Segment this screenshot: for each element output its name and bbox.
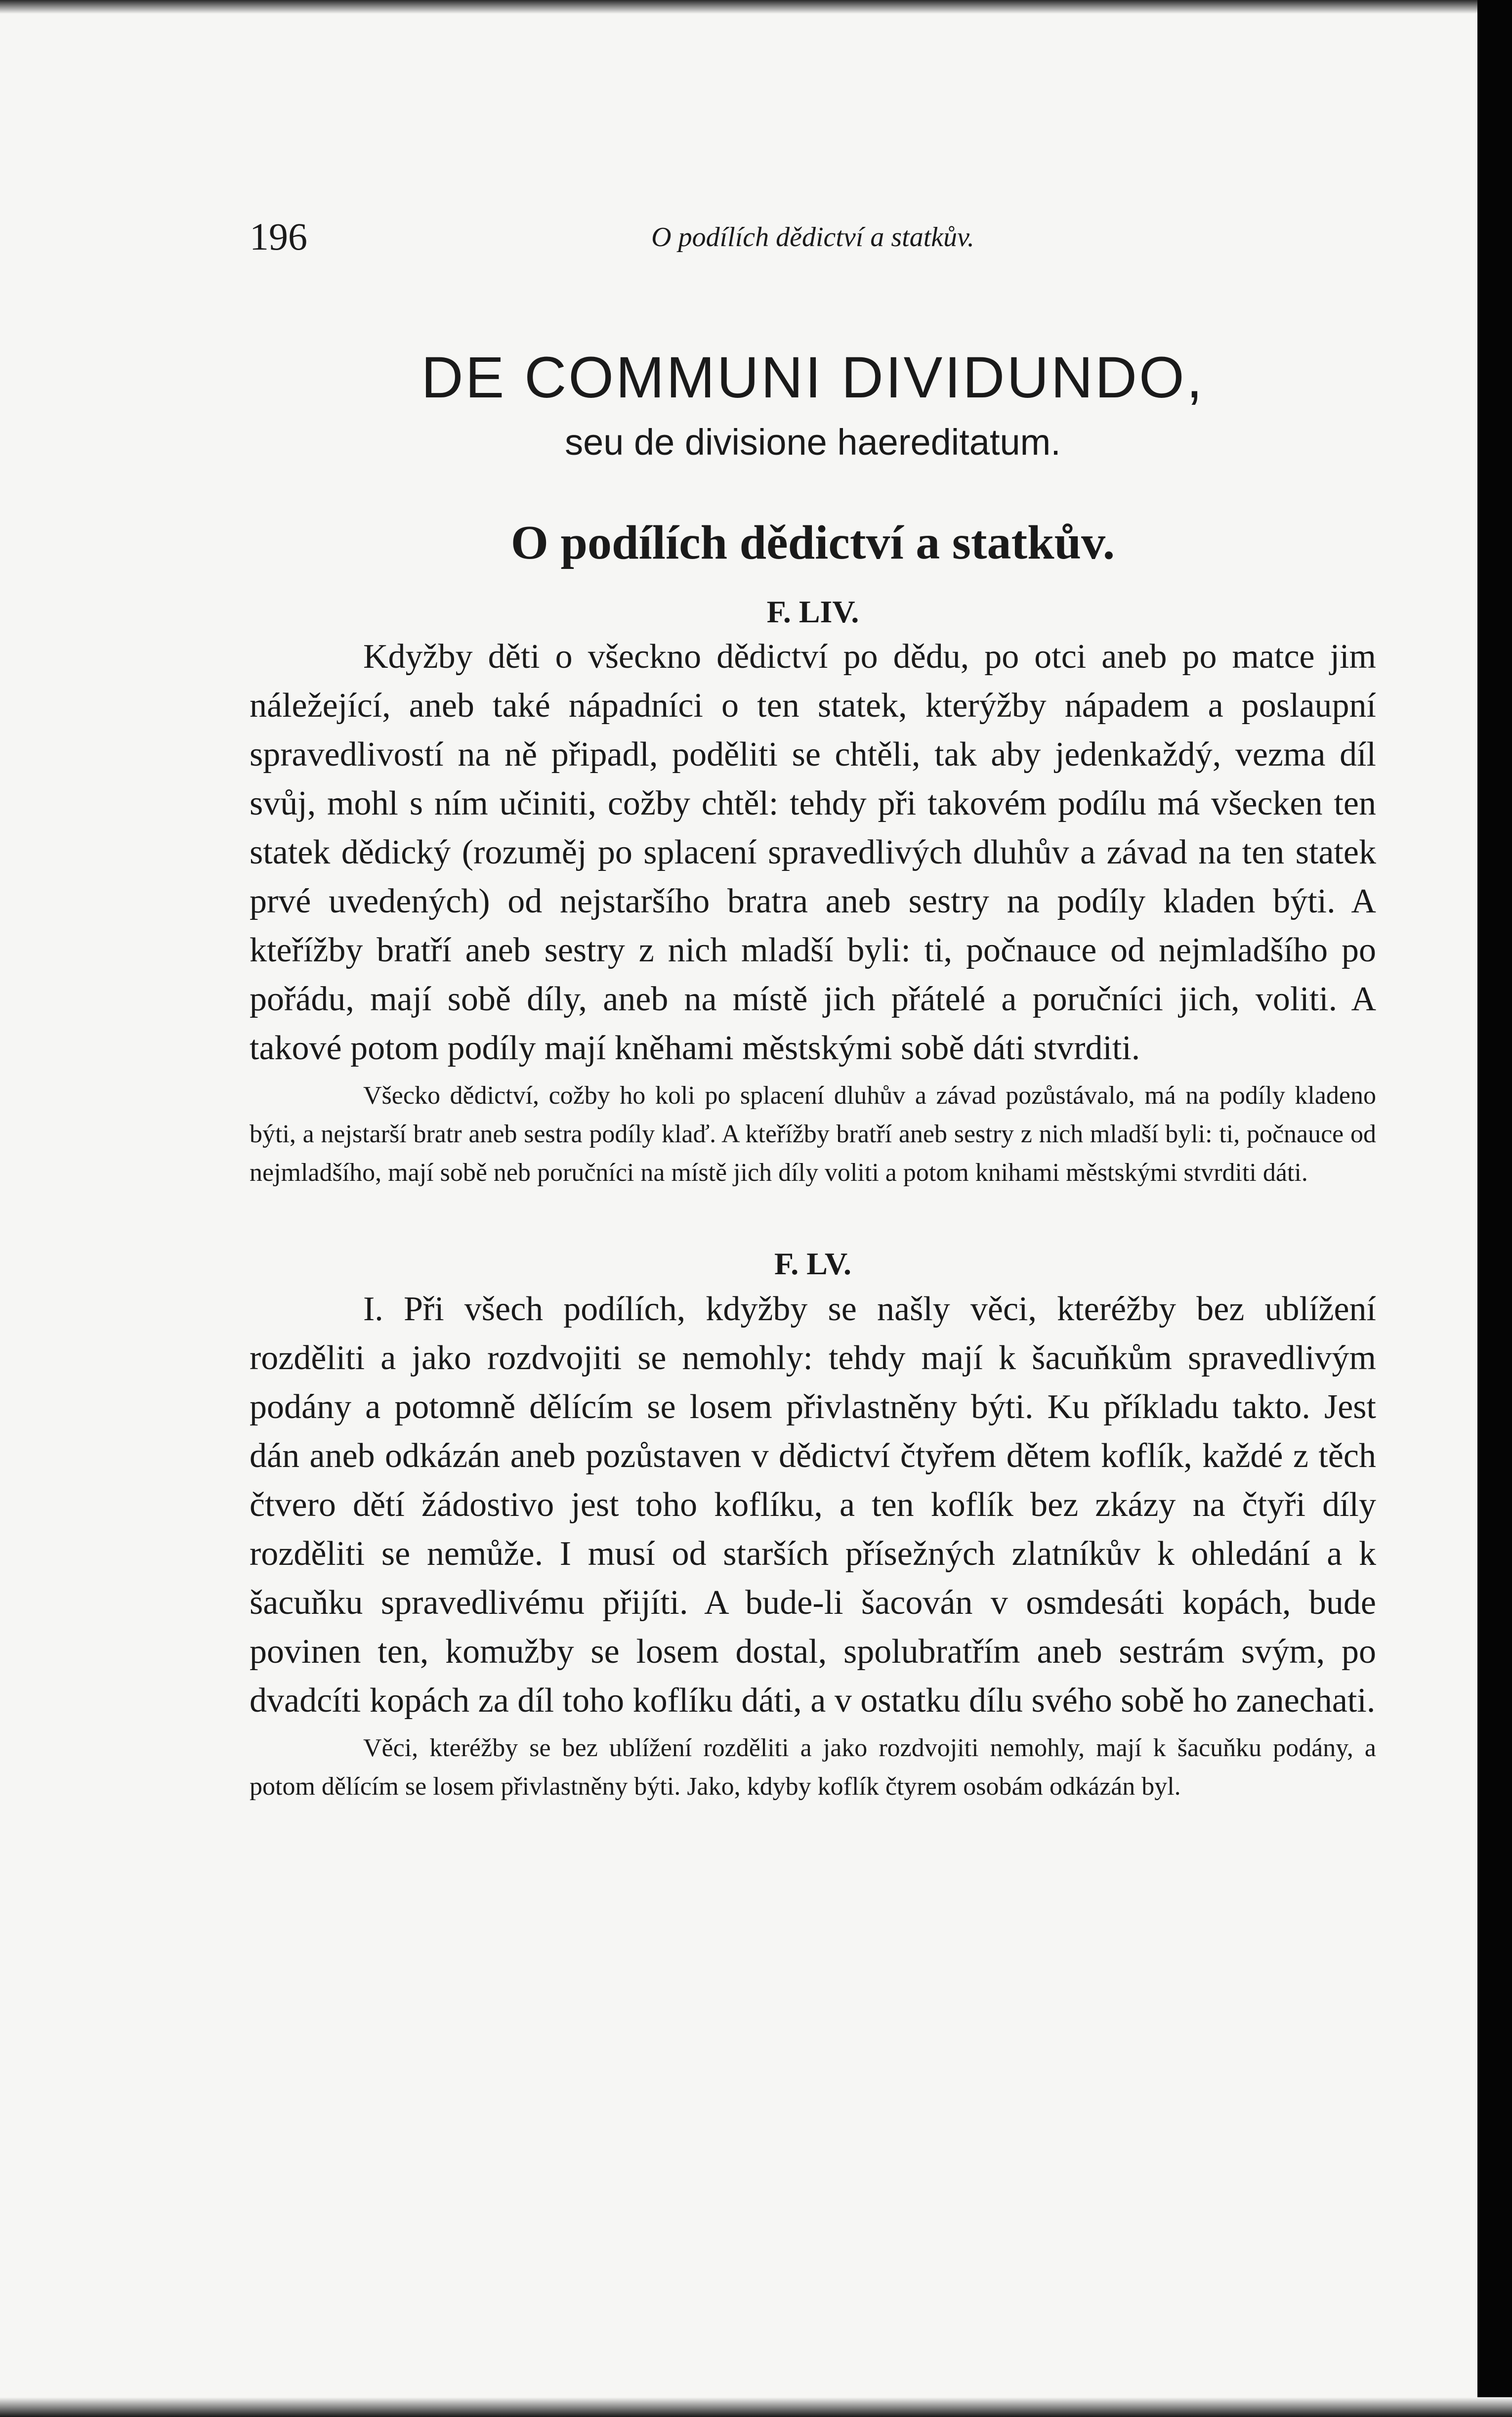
section-lv (250, 1247, 1376, 1806)
section-liv (250, 595, 1376, 1192)
latin-title: DE COMMUNI DIVIDUNDO, (421, 345, 1205, 410)
page-number: 196 (250, 215, 307, 258)
section-label: F. LIV. (766, 594, 859, 629)
running-title: O podílích dědictví a statkův. (651, 222, 974, 253)
section-note: Všecko dědictví, cožby ho koli po splacení dluhův a závad pozůstávalo, má na podíly kladeno býti, a nejstarší bratr aneb sestra podíly klaď. A kteřížby bratří aneb sestry z nich mladší byli: ti, počnauce od nejmladšího, mají sobě neb poručníci na místě jich díly voliti a potom knihami městskými stvrditi dáti. (250, 1081, 1376, 1187)
section-label: F. LV. (774, 1246, 851, 1282)
scan-bottom-edge (0, 2397, 1512, 2417)
latin-subtitle: seu de divisione haereditatum. (565, 421, 1061, 463)
section-paragraph: I. Při všech podílích, kdyžby se našly věci, kteréžby bez ublížení rozděliti a jako rozdvojiti se nemohly: tehdy mají k šacuňkům spravedlivým podány a potomně dělícím se losem přivlastněny býti. Ku příkladu takto. Jest dán aneb odkázán aneb pozůstaven v dědictví čtyřem dětem koflík, každé z těch čtvero dětí žádostivo jest toho koflíku, a ten koflík bez zkázy na čtyři díly rozděliti se nemůže. I musí od starších přísežných zlatníkův k ohledání a k šacuňku spravedlivému přijíti. A bude-li šacován v osmdesáti kopách, bude povinen ten, komužby se losem dostal, spolubratřím aneb sestrám svým, po dvadcíti kopách za díl toho koflíku dáti, a v ostatku dílu svého sobě ho zanechati. (250, 1290, 1376, 1720)
scan-right-edge (1477, 0, 1512, 2417)
section-paragraph: Kdyžby děti o všeckno dědictví po dědu, po otci aneb po matce jim náležející, aneb také nápadníci o ten statek, kterýžby nápadem a poslaupní spravedlivostí na ně připadl, poděliti se chtěli, tak aby jedenkaždý, vezma díl svůj, mohl s ním učiniti, cožby chtěl: tehdy při takovém podílu má všecken ten statek dědický (rozuměj po splacení spravedlivých dluhův a závad na ten statek prvé uvedených) od nejstaršího bratra aneb sestry na podíly kladen býti. A kteřížby bratří aneb sestry z nich mladší byli: ti, počnauce od nejmladšího po pořádu, mají sobě díly, aneb na místě jich přátelé a poručníci jich, voliti. A takové potom podíly mají kněhami městskými sobě dáti stvrditi. (250, 638, 1376, 1068)
running-head (250, 208, 1376, 262)
section-gap (250, 1192, 1376, 1222)
page-content (250, 208, 1376, 1806)
scan-top-edge (0, 0, 1512, 14)
czech-title: O podílích dědictví a statkův. (510, 516, 1115, 570)
section-note: Věci, kteréžby se bez ublížení rozděliti a jako rozdvojiti nemohly, mají k šacuňku podány, a potom dělícím se losem přivlastněny býti. Jako, kdyby koflík čtyrem osobám odkázán byl. (250, 1733, 1376, 1801)
